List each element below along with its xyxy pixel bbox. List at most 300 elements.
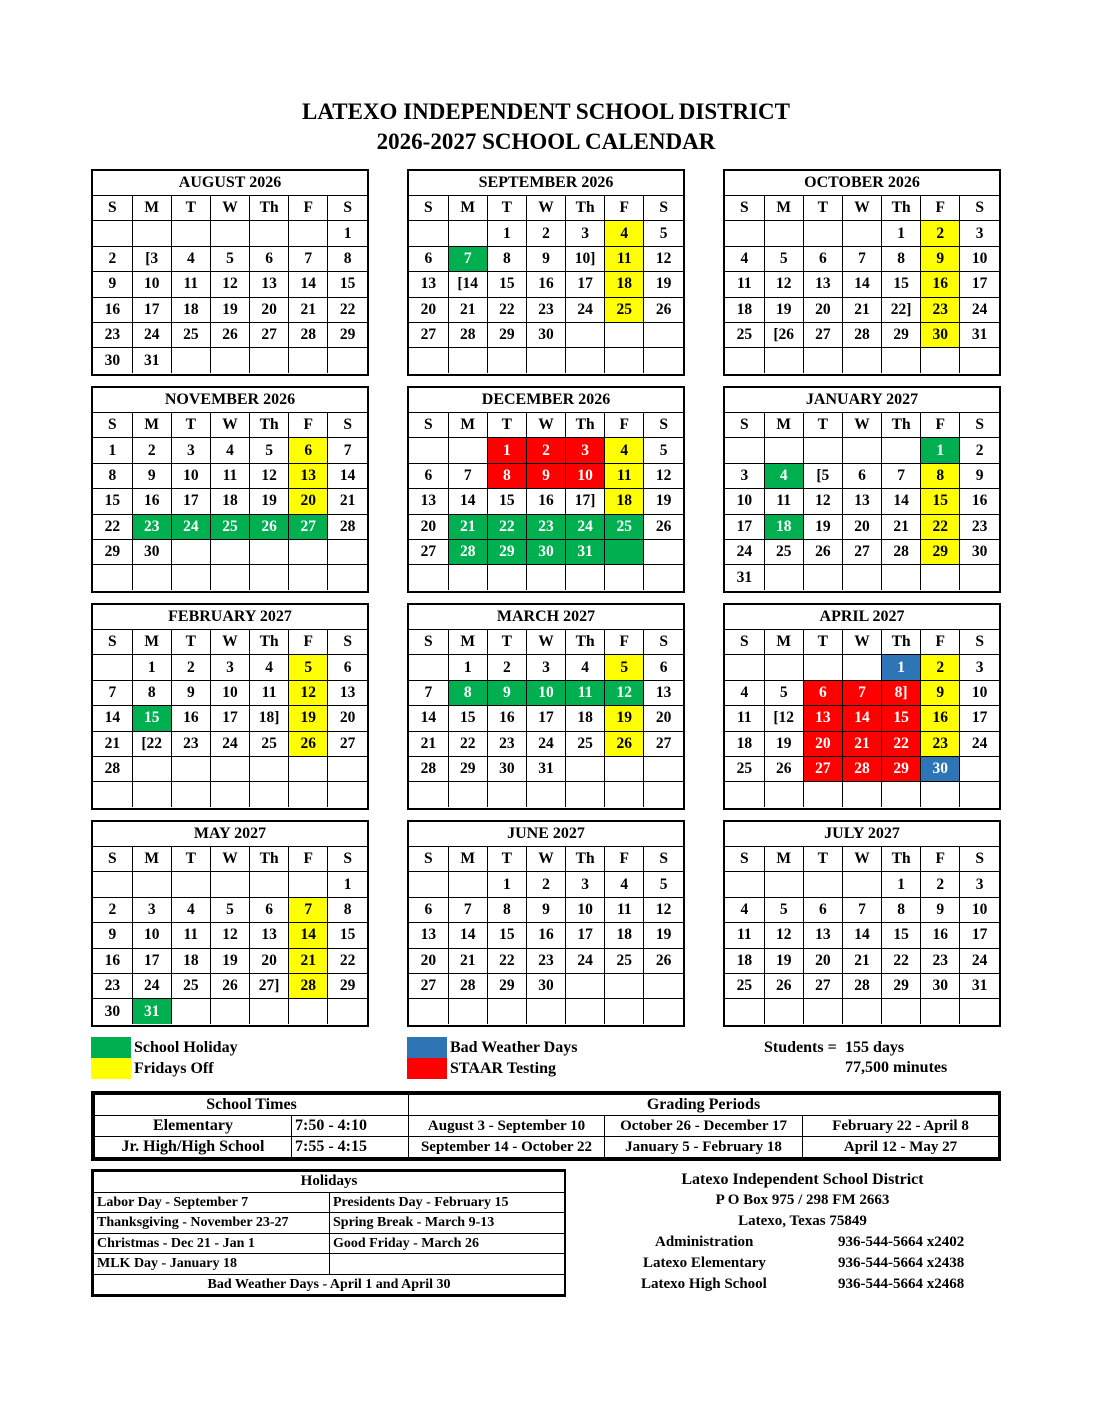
day-cell bbox=[644, 322, 683, 347]
day-cell: 23 bbox=[93, 322, 132, 347]
day-cell: 4 bbox=[566, 655, 605, 680]
blue-swatch bbox=[407, 1037, 447, 1058]
weekday-header: W bbox=[842, 630, 881, 655]
day-cell bbox=[289, 872, 328, 897]
weekday-header: S bbox=[409, 847, 448, 872]
day-cell: 27 bbox=[644, 731, 683, 756]
day-cell: 15 bbox=[882, 923, 921, 948]
day-cell: 22 bbox=[882, 948, 921, 973]
day-cell bbox=[171, 539, 210, 564]
day-cell: 23 bbox=[921, 948, 960, 973]
day-cell: 21 bbox=[289, 948, 328, 973]
day-cell: 16 bbox=[93, 948, 132, 973]
day-cell: 1 bbox=[487, 438, 526, 463]
day-cell: 18 bbox=[605, 923, 644, 948]
day-cell: 24 bbox=[171, 514, 210, 539]
weekday-header: F bbox=[921, 630, 960, 655]
day-cell: 18] bbox=[250, 706, 289, 731]
day-cell bbox=[842, 655, 881, 680]
day-cell bbox=[764, 438, 803, 463]
weekday-header: M bbox=[448, 847, 487, 872]
day-cell bbox=[289, 221, 328, 246]
day-cell bbox=[289, 565, 328, 590]
day-cell: 6 bbox=[328, 655, 367, 680]
day-cell: 17 bbox=[132, 297, 171, 322]
weekday-header: Th bbox=[882, 413, 921, 438]
weekday-header: S bbox=[328, 847, 367, 872]
day-cell: 7 bbox=[289, 897, 328, 922]
day-cell bbox=[764, 872, 803, 897]
day-cell: 15 bbox=[882, 706, 921, 731]
day-cell: 15 bbox=[487, 489, 526, 514]
weekday-header: S bbox=[960, 847, 999, 872]
day-cell: 28 bbox=[448, 322, 487, 347]
month-calendar bbox=[723, 169, 1001, 376]
weekday-header: S bbox=[409, 413, 448, 438]
day-cell: 16 bbox=[487, 706, 526, 731]
contact-phone: 936-544-5664 x2468 bbox=[838, 1276, 965, 1292]
day-cell: 5 bbox=[644, 438, 683, 463]
day-cell: 17 bbox=[960, 706, 999, 731]
contact-label: Administration bbox=[655, 1234, 754, 1250]
day-cell: 13 bbox=[803, 706, 842, 731]
day-cell: 28 bbox=[448, 539, 487, 564]
day-cell: 28 bbox=[328, 514, 367, 539]
day-cell bbox=[289, 756, 328, 781]
day-cell: 28 bbox=[842, 756, 881, 781]
red-swatch bbox=[407, 1058, 447, 1079]
day-cell: 18 bbox=[725, 731, 764, 756]
day-cell: [5 bbox=[803, 463, 842, 488]
weekday-header: W bbox=[526, 847, 565, 872]
weekday-header: M bbox=[132, 630, 171, 655]
day-cell bbox=[605, 756, 644, 781]
day-cell bbox=[764, 655, 803, 680]
day-cell: 28 bbox=[882, 539, 921, 564]
legend-fridays-off bbox=[91, 1058, 391, 1079]
day-cell: 26 bbox=[764, 756, 803, 781]
weekday-header: F bbox=[921, 196, 960, 221]
month-calendar bbox=[407, 386, 685, 593]
day-cell bbox=[842, 565, 881, 590]
day-cell bbox=[289, 348, 328, 373]
weekday-header: F bbox=[605, 196, 644, 221]
day-cell: 16 bbox=[526, 489, 565, 514]
day-cell bbox=[605, 973, 644, 998]
day-cell: 9 bbox=[93, 923, 132, 948]
day-cell bbox=[960, 999, 999, 1024]
contact-label: Latexo High School bbox=[641, 1276, 767, 1292]
day-cell: 27 bbox=[803, 756, 842, 781]
day-cell: 9 bbox=[171, 680, 210, 705]
day-cell: 24 bbox=[526, 731, 565, 756]
day-cell bbox=[725, 438, 764, 463]
day-cell: 16 bbox=[526, 923, 565, 948]
day-cell: 3 bbox=[725, 463, 764, 488]
weekday-header: S bbox=[960, 630, 999, 655]
day-cell: 21 bbox=[842, 948, 881, 973]
day-cell: 26 bbox=[644, 297, 683, 322]
day-cell: 7 bbox=[842, 680, 881, 705]
day-cell bbox=[487, 782, 526, 807]
day-cell: 21 bbox=[842, 297, 881, 322]
day-cell: 27 bbox=[409, 322, 448, 347]
day-cell: 1 bbox=[487, 872, 526, 897]
day-cell: 1 bbox=[487, 221, 526, 246]
day-cell bbox=[803, 221, 842, 246]
day-cell: 28 bbox=[289, 322, 328, 347]
day-cell bbox=[250, 221, 289, 246]
day-cell: 18 bbox=[566, 706, 605, 731]
weekday-header: S bbox=[960, 413, 999, 438]
day-cell: 29 bbox=[328, 973, 367, 998]
day-cell: 8 bbox=[882, 897, 921, 922]
weekday-header: S bbox=[725, 413, 764, 438]
grading-period: October 26 - December 17 bbox=[605, 1116, 803, 1137]
day-cell: 7 bbox=[328, 438, 367, 463]
day-cell: 20 bbox=[328, 706, 367, 731]
day-cell: 29 bbox=[487, 539, 526, 564]
day-cell bbox=[171, 999, 210, 1024]
day-cell: 12 bbox=[764, 272, 803, 297]
weekday-header: F bbox=[605, 630, 644, 655]
day-cell: [12 bbox=[764, 706, 803, 731]
day-cell: 31 bbox=[960, 973, 999, 998]
day-cell: 24 bbox=[566, 297, 605, 322]
day-cell: 23 bbox=[921, 731, 960, 756]
day-cell bbox=[210, 782, 249, 807]
weekday-header: M bbox=[764, 847, 803, 872]
day-cell: 15 bbox=[921, 489, 960, 514]
day-cell: 4 bbox=[210, 438, 249, 463]
weekday-header: F bbox=[921, 847, 960, 872]
day-cell: 16 bbox=[526, 272, 565, 297]
weekday-header: W bbox=[210, 847, 249, 872]
day-cell: 2 bbox=[526, 221, 565, 246]
day-cell: 9 bbox=[921, 897, 960, 922]
day-cell: 5 bbox=[250, 438, 289, 463]
day-cell: 14 bbox=[842, 706, 881, 731]
day-cell: 16 bbox=[921, 272, 960, 297]
weekday-header: M bbox=[448, 196, 487, 221]
day-cell: 18 bbox=[605, 272, 644, 297]
day-cell: 11 bbox=[725, 923, 764, 948]
day-cell bbox=[210, 539, 249, 564]
day-cell bbox=[725, 999, 764, 1024]
month-name: AUGUST 2026 bbox=[93, 171, 367, 196]
day-cell bbox=[882, 999, 921, 1024]
day-cell: 3 bbox=[960, 221, 999, 246]
day-cell: 21 bbox=[93, 731, 132, 756]
day-cell: 23 bbox=[526, 297, 565, 322]
day-cell: 11 bbox=[725, 706, 764, 731]
day-cell bbox=[448, 348, 487, 373]
school-name: Elementary bbox=[95, 1116, 292, 1137]
day-cell: 19 bbox=[764, 731, 803, 756]
day-cell: 3 bbox=[566, 221, 605, 246]
day-cell: 13 bbox=[409, 923, 448, 948]
day-cell bbox=[803, 999, 842, 1024]
day-cell bbox=[725, 782, 764, 807]
month-name: NOVEMBER 2026 bbox=[93, 388, 367, 413]
day-cell: 18 bbox=[725, 297, 764, 322]
day-cell bbox=[605, 322, 644, 347]
day-cell: 5 bbox=[764, 246, 803, 271]
day-cell: 29 bbox=[882, 322, 921, 347]
grading-period: April 12 - May 27 bbox=[803, 1137, 999, 1158]
day-cell: 6 bbox=[409, 897, 448, 922]
day-cell: 1 bbox=[93, 438, 132, 463]
day-cell bbox=[566, 973, 605, 998]
day-cell: 26 bbox=[605, 731, 644, 756]
day-cell: 26 bbox=[803, 539, 842, 564]
day-cell: 25 bbox=[725, 756, 764, 781]
day-cell bbox=[725, 348, 764, 373]
day-cell: 19 bbox=[250, 489, 289, 514]
day-cell: 22 bbox=[487, 514, 526, 539]
day-cell: 17 bbox=[171, 489, 210, 514]
day-cell bbox=[448, 565, 487, 590]
month-name: OCTOBER 2026 bbox=[725, 171, 999, 196]
day-cell: 2 bbox=[921, 221, 960, 246]
day-cell bbox=[566, 999, 605, 1024]
school-time: 7:50 - 4:10 bbox=[292, 1116, 409, 1137]
day-cell: 9 bbox=[487, 680, 526, 705]
day-cell: 12 bbox=[764, 923, 803, 948]
day-cell: 13 bbox=[409, 489, 448, 514]
day-cell bbox=[448, 782, 487, 807]
day-cell: 1 bbox=[328, 221, 367, 246]
day-cell: 30 bbox=[921, 322, 960, 347]
month-calendar bbox=[723, 386, 1001, 593]
day-cell bbox=[764, 565, 803, 590]
day-cell bbox=[725, 221, 764, 246]
day-cell: 1 bbox=[882, 221, 921, 246]
day-cell bbox=[921, 348, 960, 373]
weekday-header: Th bbox=[250, 847, 289, 872]
weekday-header: F bbox=[605, 847, 644, 872]
day-cell: 14 bbox=[448, 923, 487, 948]
day-cell: 11 bbox=[605, 897, 644, 922]
day-cell bbox=[93, 221, 132, 246]
day-cell: 18 bbox=[605, 489, 644, 514]
day-cell: 19 bbox=[644, 489, 683, 514]
day-cell: 11 bbox=[171, 923, 210, 948]
day-cell bbox=[328, 539, 367, 564]
day-cell: 4 bbox=[725, 246, 764, 271]
holiday-item bbox=[330, 1254, 565, 1275]
day-cell: 5 bbox=[210, 246, 249, 271]
day-cell: 4 bbox=[725, 897, 764, 922]
day-cell: 13 bbox=[250, 272, 289, 297]
day-cell: 31 bbox=[132, 348, 171, 373]
day-cell: 28 bbox=[93, 756, 132, 781]
day-cell: 16 bbox=[93, 297, 132, 322]
day-cell: 2 bbox=[93, 897, 132, 922]
day-cell: 12 bbox=[803, 489, 842, 514]
weekday-header: Th bbox=[882, 630, 921, 655]
day-cell: 8 bbox=[448, 680, 487, 705]
day-cell bbox=[448, 872, 487, 897]
day-cell: 8 bbox=[487, 897, 526, 922]
day-cell: 16 bbox=[921, 923, 960, 948]
day-cell bbox=[487, 348, 526, 373]
day-cell: 31 bbox=[526, 756, 565, 781]
day-cell bbox=[487, 565, 526, 590]
day-cell: 9 bbox=[526, 246, 565, 271]
day-cell bbox=[605, 782, 644, 807]
day-cell bbox=[644, 999, 683, 1024]
day-cell bbox=[132, 221, 171, 246]
day-cell: 21 bbox=[328, 489, 367, 514]
legend-bad-weather bbox=[407, 1037, 707, 1058]
day-cell: 27] bbox=[250, 973, 289, 998]
day-cell bbox=[289, 999, 328, 1024]
day-cell: 13 bbox=[409, 272, 448, 297]
month-name: MAY 2027 bbox=[93, 822, 367, 847]
weekday-header: F bbox=[289, 196, 328, 221]
day-cell: 7 bbox=[882, 463, 921, 488]
day-cell: 15 bbox=[448, 706, 487, 731]
legend-label: STAAR Testing bbox=[450, 1060, 556, 1077]
day-cell: 8 bbox=[882, 246, 921, 271]
month-calendar bbox=[407, 820, 685, 1027]
day-cell: 14 bbox=[842, 272, 881, 297]
day-cell: 10 bbox=[171, 463, 210, 488]
day-cell bbox=[644, 565, 683, 590]
day-cell: [26 bbox=[764, 322, 803, 347]
day-cell: 2 bbox=[93, 246, 132, 271]
day-cell bbox=[328, 565, 367, 590]
weekday-header: T bbox=[487, 413, 526, 438]
day-cell: 28 bbox=[289, 973, 328, 998]
day-cell: 9 bbox=[960, 463, 999, 488]
day-cell: 8 bbox=[487, 246, 526, 271]
students-label: Students = bbox=[764, 1039, 837, 1056]
day-cell: 9 bbox=[93, 272, 132, 297]
day-cell: 11 bbox=[210, 463, 249, 488]
day-cell: 14 bbox=[448, 489, 487, 514]
day-cell: 25 bbox=[566, 731, 605, 756]
day-cell: 19 bbox=[605, 706, 644, 731]
day-cell: 3 bbox=[171, 438, 210, 463]
page-subtitle: 2026-2027 SCHOOL CALENDAR bbox=[376, 129, 716, 154]
weekday-header: S bbox=[409, 630, 448, 655]
day-cell: 18 bbox=[725, 948, 764, 973]
day-cell: 25 bbox=[725, 973, 764, 998]
day-cell: 11 bbox=[605, 246, 644, 271]
weekday-header: T bbox=[171, 413, 210, 438]
weekday-header: T bbox=[803, 847, 842, 872]
day-cell: 31 bbox=[725, 565, 764, 590]
legend-label: Fridays Off bbox=[134, 1060, 214, 1077]
day-cell: 6 bbox=[409, 246, 448, 271]
day-cell bbox=[328, 348, 367, 373]
day-cell: 4 bbox=[605, 872, 644, 897]
day-cell bbox=[921, 999, 960, 1024]
day-cell: 8 bbox=[93, 463, 132, 488]
day-cell: 27 bbox=[409, 539, 448, 564]
day-cell: 6 bbox=[803, 897, 842, 922]
students-minutes: 77,500 minutes bbox=[845, 1059, 948, 1076]
day-cell: 30 bbox=[487, 756, 526, 781]
legend-label: Bad Weather Days bbox=[450, 1039, 578, 1056]
weekday-header: Th bbox=[566, 413, 605, 438]
weekday-header: W bbox=[526, 196, 565, 221]
day-cell bbox=[328, 999, 367, 1024]
day-cell: 8] bbox=[882, 680, 921, 705]
day-cell: 26 bbox=[764, 973, 803, 998]
day-cell bbox=[882, 348, 921, 373]
weekday-header: T bbox=[487, 847, 526, 872]
day-cell: 2 bbox=[132, 438, 171, 463]
day-cell: 24 bbox=[566, 948, 605, 973]
day-cell bbox=[764, 221, 803, 246]
day-cell: 30 bbox=[960, 539, 999, 564]
day-cell: 17 bbox=[210, 706, 249, 731]
day-cell: 9 bbox=[526, 463, 565, 488]
weekday-header: W bbox=[210, 630, 249, 655]
day-cell bbox=[132, 565, 171, 590]
day-cell: 11 bbox=[171, 272, 210, 297]
weekday-header: S bbox=[409, 196, 448, 221]
day-cell: 28 bbox=[409, 756, 448, 781]
weekday-header: Th bbox=[250, 196, 289, 221]
weekday-header: M bbox=[132, 413, 171, 438]
day-cell: 26 bbox=[644, 948, 683, 973]
day-cell: 10 bbox=[960, 680, 999, 705]
weekday-header: S bbox=[93, 413, 132, 438]
day-cell: 6 bbox=[409, 463, 448, 488]
day-cell: 20 bbox=[250, 297, 289, 322]
day-cell: 17] bbox=[566, 489, 605, 514]
day-cell: 20 bbox=[644, 706, 683, 731]
day-cell: 24 bbox=[210, 731, 249, 756]
weekday-header: T bbox=[171, 847, 210, 872]
day-cell: 27 bbox=[409, 973, 448, 998]
day-cell: 30 bbox=[526, 539, 565, 564]
day-cell: 11 bbox=[250, 680, 289, 705]
holidays-header: Holidays bbox=[94, 1172, 565, 1193]
weekday-header: Th bbox=[250, 413, 289, 438]
day-cell bbox=[93, 872, 132, 897]
day-cell: 22 bbox=[921, 514, 960, 539]
holiday-item: Thanksgiving - November 23-27 bbox=[94, 1213, 330, 1234]
weekday-header: Th bbox=[566, 847, 605, 872]
day-cell bbox=[210, 221, 249, 246]
day-cell: 25 bbox=[210, 514, 249, 539]
day-cell: 12 bbox=[210, 923, 249, 948]
day-cell: 21 bbox=[448, 948, 487, 973]
day-cell bbox=[644, 782, 683, 807]
day-cell: 7 bbox=[842, 246, 881, 271]
day-cell: 19 bbox=[764, 948, 803, 973]
page-title: LATEXO INDEPENDENT SCHOOL DISTRICT bbox=[301, 99, 791, 124]
day-cell: 14 bbox=[328, 463, 367, 488]
day-cell: 25 bbox=[605, 297, 644, 322]
day-cell: 6 bbox=[842, 463, 881, 488]
weekday-header: W bbox=[210, 413, 249, 438]
day-cell: 25 bbox=[764, 539, 803, 564]
day-cell: 14 bbox=[289, 272, 328, 297]
weekday-header: T bbox=[171, 630, 210, 655]
day-cell: 5 bbox=[605, 655, 644, 680]
weekday-header: Th bbox=[250, 630, 289, 655]
day-cell: 22 bbox=[448, 731, 487, 756]
day-cell: 7 bbox=[448, 246, 487, 271]
day-cell bbox=[526, 782, 565, 807]
day-cell: 1 bbox=[328, 872, 367, 897]
